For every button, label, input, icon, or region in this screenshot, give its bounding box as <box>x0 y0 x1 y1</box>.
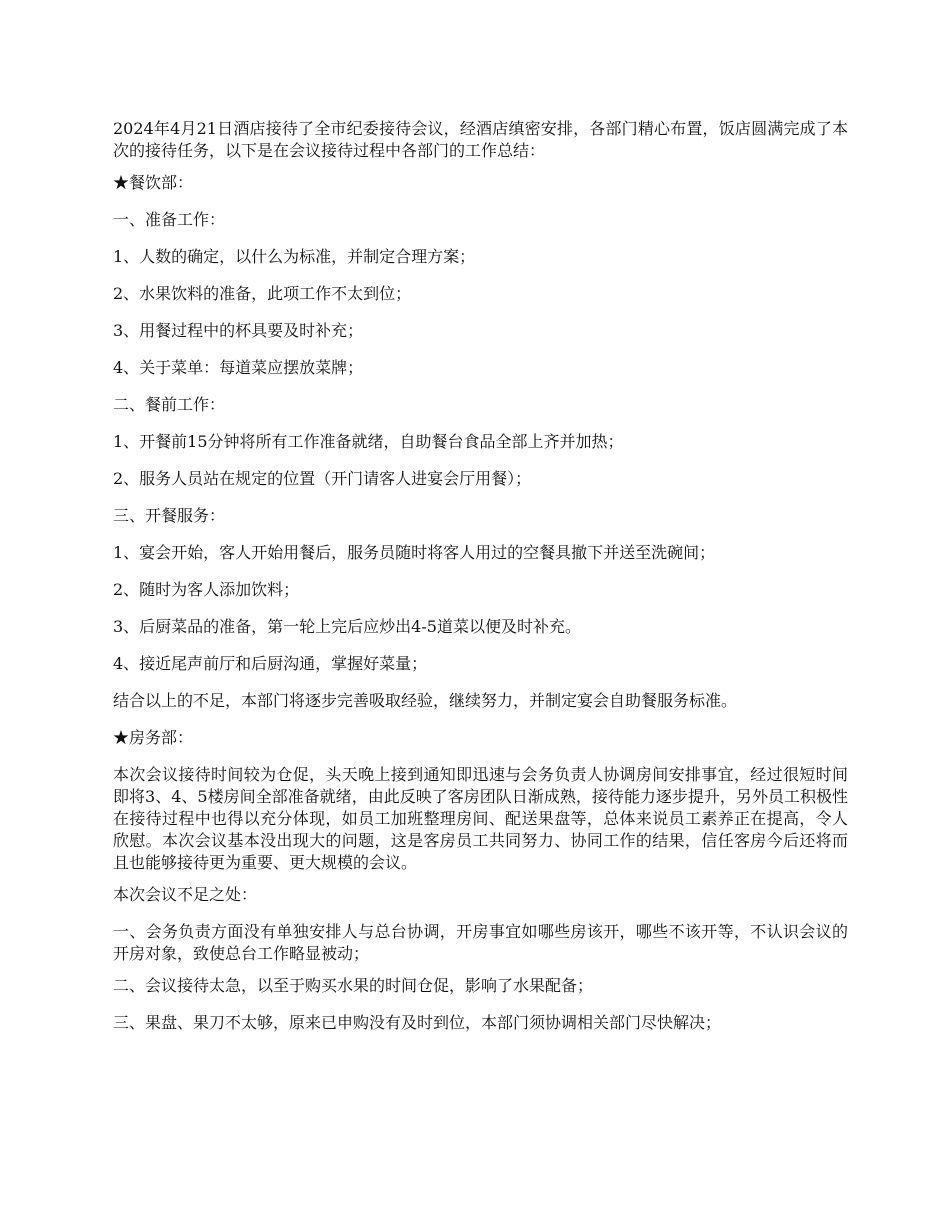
subheading-shortcomings: 本次会议不足之处： <box>113 885 258 904</box>
list-item: 2、随时为客人添加饮料； <box>113 580 300 599</box>
list-item: 1、宴会开始，客人开始用餐后，服务员随时将客人用过的空餐具撤下并送至洗碗间； <box>113 543 716 562</box>
list-item: 2、服务人员站在规定的位置（开门请客人进宴会厅用餐）； <box>113 469 532 488</box>
list-item: 一、会务负责方面没有单独安排人与总台协调，开房事宜如哪些房该开，哪些不该开等，不认识会议的开房对象，致使总台工作略显被动； <box>113 922 848 963</box>
intro-paragraph: 2024年4月21日酒店接待了全市纪委接待会议，经酒店缜密安排，各部门精心布置，饭店圆满完成了本次的接待任务，以下是在会议接待过程中各部门的工作总结： <box>113 119 848 160</box>
list-item: 3、用餐过程中的杯具要及时补充； <box>113 321 364 340</box>
housekeeping-paragraph: 本次会议接待时间较为仓促，头天晚上接到通知即迅速与会务负责人协调房间安排事宜，经过很短时间即将3、4、5楼房间全部准备就绪，由此反映了客房团队日渐成熟，接待能力逐步提升，另外员工积极性在接待过程中也得以充分体现，如员工加班整理房间、配送果盘等，总体来说员工素养正在提高，令人欣慰。本次会议基本没出现大的问题，这是客房员工共同努力、协同工作的结果，信任客房今后还将而且也能够接待更为重要、更大规模的会议。 <box>113 765 848 872</box>
list-item: 1、开餐前15分钟将所有工作准备就绪，自助餐台食品全部上齐并加热； <box>113 432 624 451</box>
list-item: 1、人数的确定，以什么为标准，并制定合理方案； <box>113 247 476 266</box>
section-heading-catering: ★餐饮部： <box>113 173 194 192</box>
subheading-preparation: 一、准备工作： <box>113 210 226 229</box>
list-item: 2、水果饮料的准备，此项工作不太到位； <box>113 284 412 303</box>
list-item: 3、后厨菜品的准备，第一轮上完后应炒出4-5道菜以便及时补充。 <box>113 617 581 636</box>
list-item: 4、关于菜单：每道菜应摆放菜牌； <box>113 358 364 377</box>
subheading-pre-meal: 二、餐前工作： <box>113 395 226 414</box>
list-item: 三、果盘、果刀不太够，原来已申购没有及时到位，本部门须协调相关部门尽快解决； <box>113 1013 722 1032</box>
list-item: 二、会议接待太急，以至于购买水果的时间仓促，影响了水果配备； <box>113 976 594 995</box>
section-heading-housekeeping: ★房务部： <box>113 728 194 747</box>
document-body <box>113 118 848 1049</box>
summary-paragraph: 结合以上的不足，本部门将逐步完善吸取经验，继续努力，并制定宴会自助餐服务标准。 <box>113 691 738 710</box>
list-item: 4、接近尾声前厅和后厨沟通，掌握好菜量； <box>113 654 428 673</box>
subheading-service: 三、开餐服务： <box>113 506 226 525</box>
